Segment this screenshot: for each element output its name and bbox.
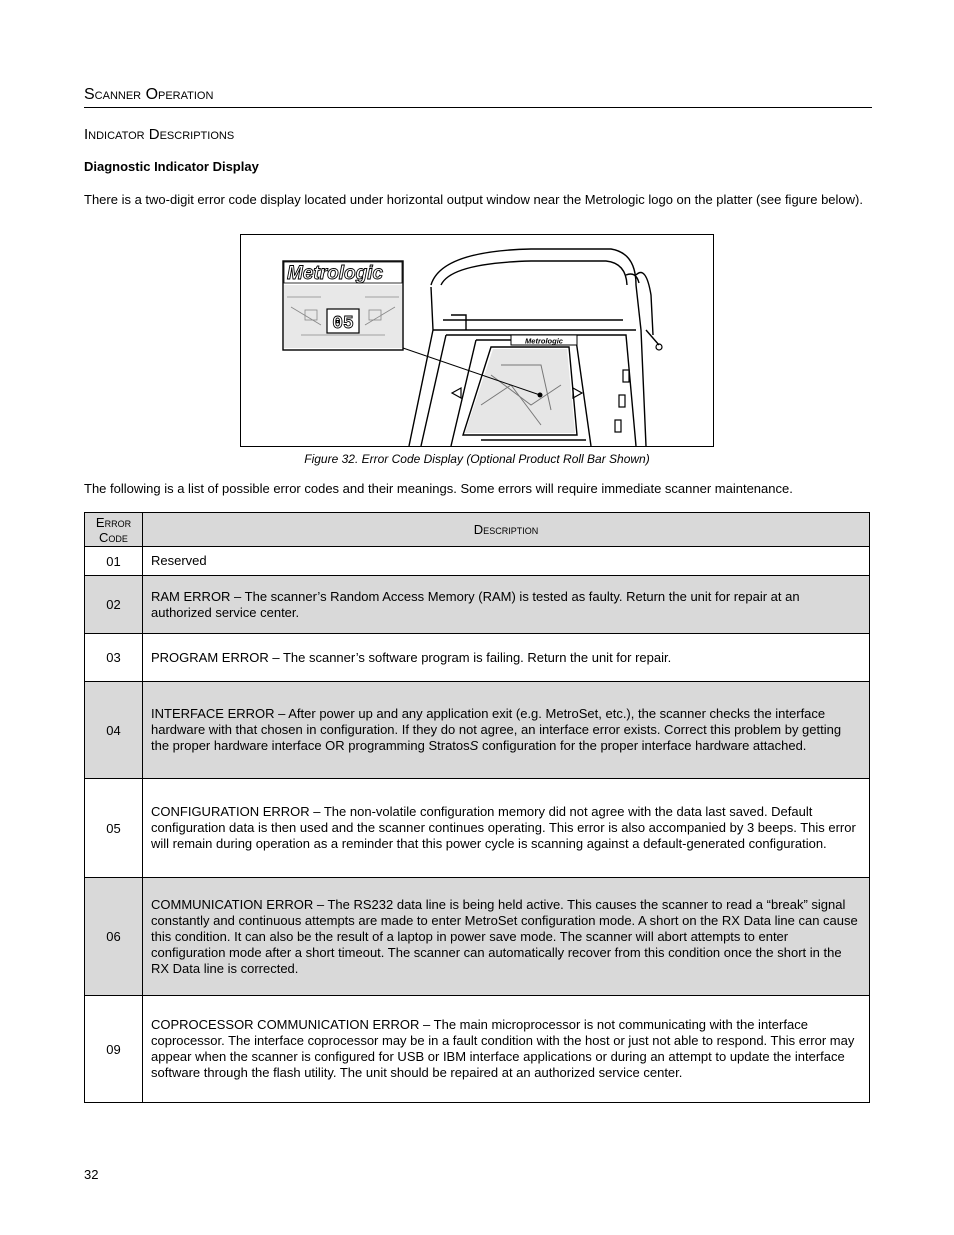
error-code-cell: 05 — [85, 779, 143, 878]
header-code-line2: Code — [99, 529, 128, 545]
section-title: Scanner Operation — [84, 86, 214, 103]
inset-logo-text: Metrologic — [287, 263, 384, 284]
left-arrow-icon — [452, 388, 461, 398]
description-text: configuration for the proper interface hardware attached. — [478, 738, 807, 753]
description-italic: S — [469, 738, 479, 753]
platter-logo-text: Metrologic — [525, 336, 563, 346]
intro-paragraph: There is a two-digit error code display located under horizontal output window near the Metrologic logo on the platter (see figure below). — [84, 192, 863, 207]
error-description-cell: CONFIGURATION ERROR – The non-volatile configuration memory did not agree with the data last saved. Default configuration data is then used and the scanner continues operating. This error is also accompanied by 3 beeps. This error will remain during operation as a reminder that this power cycle is scanning against a default-generated configuration. — [143, 779, 870, 878]
table-row — [85, 682, 870, 779]
right-arrow-icon — [573, 388, 582, 398]
error-description-cell: Reserved — [143, 547, 870, 576]
table-row — [85, 634, 870, 682]
diagnostic-heading: Diagnostic Indicator Display — [84, 159, 259, 174]
description-text: INTERFACE ERROR – After power up and any application exit (e.g. MetroSet, etc.), the scanner checks the interface hardware with that chosen in configuration. If they do not agree, an interface error exists. Correct this problem by getting the proper hardware interface OR programming Stratos — [151, 706, 842, 753]
table-row — [85, 779, 870, 878]
page-number: 32 — [84, 1167, 99, 1182]
error-description-cell: RAM ERROR – The scanner’s Random Access Memory (RAM) is tested as faulty. Return the unit for repair at an authorized service center. — [143, 576, 870, 634]
display-value: 05 — [332, 314, 354, 334]
error-code-cell: 09 — [85, 996, 143, 1103]
error-description-cell: COMMUNICATION ERROR – The RS232 data line is being held active. This causes the scanner to read a “break” signal constantly and continuous attempts are made to enter MetroSet configuration mode. A short on the RX Data line can cause this condition. It can also be the result of a laptop in power save mode. The scanner will abort attempts to enter configuration mode after a short timeout. The scanner can automatically recover from this condition once the short in the RX Data line is corrected. — [143, 878, 870, 996]
scanner-illustration — [241, 235, 713, 446]
error-code-table — [84, 512, 870, 1103]
error-description-cell: PROGRAM ERROR – The scanner’s software program is failing. Return the unit for repair. — [143, 634, 870, 682]
header-error-code — [85, 513, 143, 547]
table-header-row — [85, 513, 870, 547]
table-row — [85, 996, 870, 1103]
header-code-line1: Error — [95, 514, 132, 530]
error-code-cell: 01 — [85, 547, 143, 576]
header-description: Description — [143, 513, 870, 547]
error-description-cell: COPROCESSOR COMMUNICATION ERROR – The main microprocessor is not communicating with the interface coprocessor. The interface coprocessor may be in a fault condition with the host or just not able to respond. This error may appear when the scanner is configured for USB or IBM interface applications or during an attempt to update the interface software through the flash utility. The unit should be repaired at an authorized service center. — [143, 996, 870, 1103]
error-description-cell — [143, 682, 870, 779]
scanner-figure — [240, 234, 714, 447]
table-row — [85, 547, 870, 576]
error-code-cell: 06 — [85, 878, 143, 996]
table-row — [85, 576, 870, 634]
figure-caption: Figure 32. Error Code Display (Optional Product Roll Bar Shown) — [304, 452, 650, 466]
table-row — [85, 878, 870, 996]
error-list-intro: The following is a list of possible error codes and their meanings. Some errors will require immediate scanner maintenance. — [84, 481, 793, 496]
header-divider — [84, 107, 872, 108]
error-code-cell: 03 — [85, 634, 143, 682]
error-code-cell: 02 — [85, 576, 143, 634]
subsection-title: Indicator Descriptions — [84, 126, 235, 143]
error-code-cell: 04 — [85, 682, 143, 779]
callout-dot — [538, 393, 543, 398]
platter-window — [465, 349, 575, 433]
